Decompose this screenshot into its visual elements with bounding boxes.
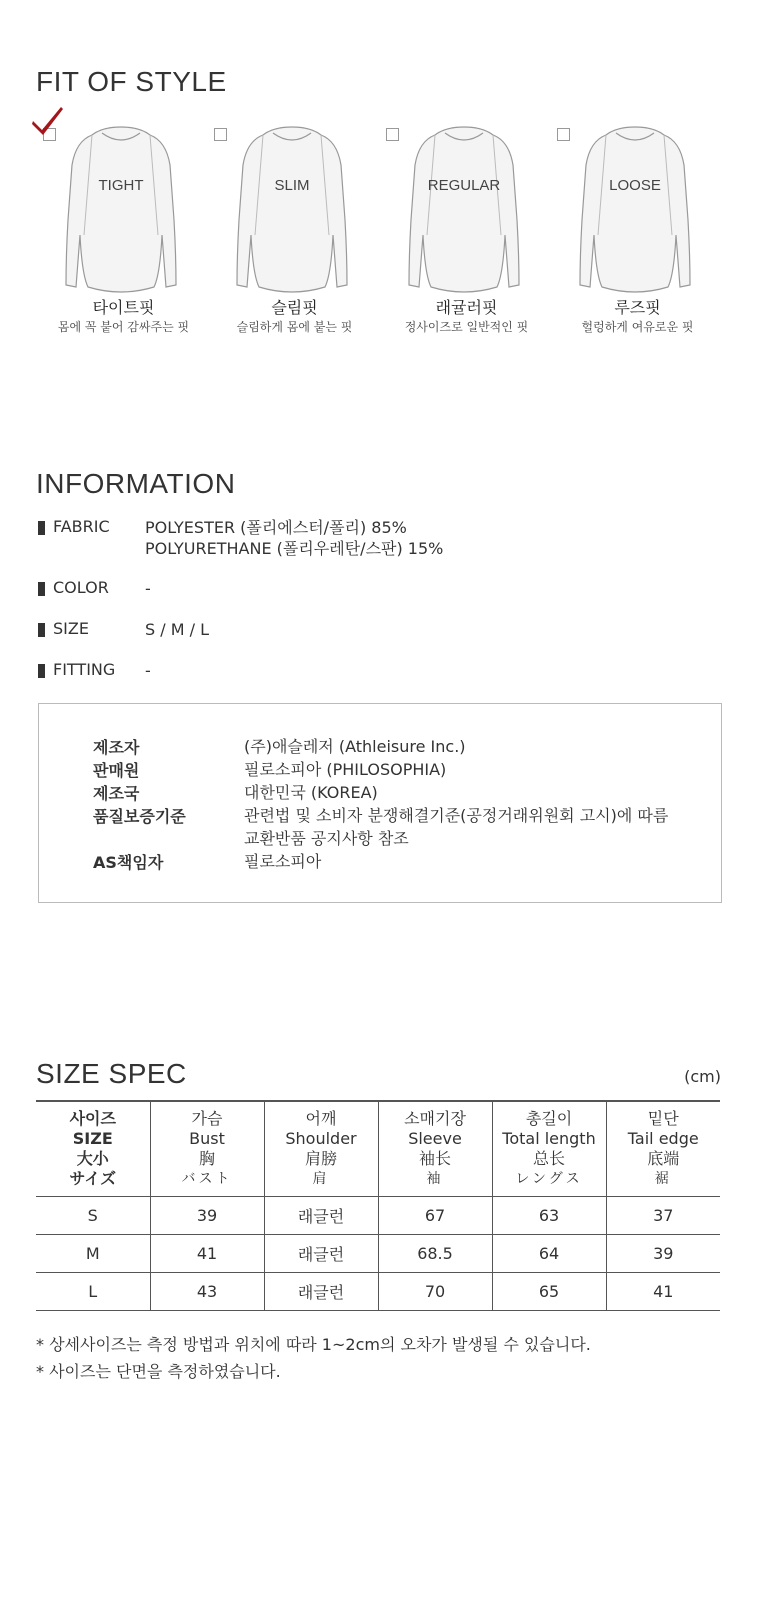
header-label: レングス <box>515 1171 583 1187</box>
maker-key: 제조자 <box>93 738 140 757</box>
table-cell: M <box>36 1235 150 1273</box>
table-cell: S <box>36 1197 150 1235</box>
table-cell: 41 <box>606 1273 720 1311</box>
table-header-cell <box>36 1101 150 1197</box>
header-label: 大小 <box>76 1149 109 1168</box>
table-cell: 43 <box>150 1273 264 1311</box>
header-label: 袖长 <box>418 1149 451 1168</box>
header-label: 사이즈 <box>69 1109 116 1128</box>
header-label: 底端 <box>647 1149 680 1168</box>
header-label: Bust <box>189 1129 225 1148</box>
fit-name: 타이트핏 <box>92 298 155 317</box>
maker-value: 대한민국 (KOREA) <box>244 783 378 802</box>
table-cell: 37 <box>606 1197 720 1235</box>
info-value: - <box>145 579 151 598</box>
size-note: * 사이즈는 단면을 측정하였습니다. <box>36 1362 281 1381</box>
table-cell: 65 <box>492 1273 606 1311</box>
table-row <box>36 1235 720 1273</box>
header-label: 肩膀 <box>304 1149 337 1168</box>
shirt-illustration-icon <box>62 125 180 300</box>
fit-name: 루즈핏 <box>614 298 661 317</box>
fit-tag: REGULAR <box>427 177 501 194</box>
header-label: SIZE <box>72 1129 113 1148</box>
bullet-marker <box>38 664 45 678</box>
info-label: COLOR <box>53 578 109 597</box>
fit-checkbox[interactable] <box>557 128 570 141</box>
info-value: - <box>145 661 151 680</box>
size-spec-table <box>36 1100 720 1311</box>
unit-label: (cm) <box>684 1067 721 1086</box>
table-cell: 래글런 <box>264 1197 378 1235</box>
bullet-marker <box>38 582 45 596</box>
table-cell: 래글런 <box>264 1235 378 1273</box>
header-label: Total length <box>502 1129 596 1148</box>
header-label: 밑단 <box>647 1109 679 1128</box>
shirt-illustration-icon <box>405 125 523 300</box>
header-label: サイズ <box>69 1169 117 1188</box>
header-label: 袖 <box>426 1171 444 1187</box>
fit-checkbox[interactable] <box>214 128 227 141</box>
table-cell: 41 <box>150 1235 264 1273</box>
header-label: 총길이 <box>525 1109 573 1128</box>
header-label: 肩 <box>312 1171 330 1187</box>
maker-key: 제조국 <box>93 784 140 803</box>
table-row <box>36 1273 720 1311</box>
fit-desc: 헐렁하게 여유로운 핏 <box>581 320 694 334</box>
info-label: SIZE <box>53 619 89 638</box>
table-row <box>36 1197 720 1235</box>
header-label: Tail edge <box>627 1129 699 1148</box>
maker-value: (주)애슬레저 (Athleisure Inc.) <box>244 737 466 756</box>
info-value <box>145 517 443 559</box>
table-header-cell <box>378 1101 492 1197</box>
table-cell: 67 <box>378 1197 492 1235</box>
shirt-illustration-icon <box>233 125 351 300</box>
header-label: 胸 <box>198 1149 215 1168</box>
info-label: FABRIC <box>53 517 110 536</box>
fit-tag: SLIM <box>274 177 310 194</box>
info-value: S / M / L <box>145 620 209 639</box>
table-cell: 63 <box>492 1197 606 1235</box>
checkmark-icon <box>30 104 64 138</box>
table-cell: 70 <box>378 1273 492 1311</box>
maker-value-line: 관련법 및 소비자 분쟁해결기준(공정거래위원회 고시)에 따름 <box>244 806 669 825</box>
fit-name: 슬림핏 <box>271 298 318 317</box>
shirt-illustration-icon <box>576 125 694 300</box>
table-header-cell <box>606 1101 720 1197</box>
table-header-row <box>36 1101 720 1197</box>
header-label: 裾 <box>654 1171 672 1187</box>
fit-desc: 몸에 꼭 붙어 감싸주는 핏 <box>57 320 190 334</box>
maker-key: AS책임자 <box>93 853 164 872</box>
fit-checkbox[interactable] <box>386 128 399 141</box>
table-header-cell <box>150 1101 264 1197</box>
size-section-title: SIZE SPEC <box>36 1058 187 1089</box>
header-label: Sleeve <box>408 1129 462 1148</box>
info-label: FITTING <box>53 660 116 679</box>
manufacturer-info-box <box>38 703 722 903</box>
fit-section-title: FIT OF STYLE <box>36 66 227 97</box>
maker-value <box>244 804 724 850</box>
table-cell: 39 <box>606 1235 720 1273</box>
maker-key: 품질보증기준 <box>93 807 186 826</box>
info-value-line: POLYURETHANE (폴리우레탄/스판) 15% <box>145 539 444 558</box>
fit-desc: 슬림하게 몸에 붙는 핏 <box>236 320 353 334</box>
maker-value: 필로소피아 (PHILOSOPHIA) <box>244 760 447 779</box>
fit-tag: TIGHT <box>98 177 144 194</box>
fit-name: 래귤러핏 <box>435 298 498 317</box>
table-cell: 래글런 <box>264 1273 378 1311</box>
size-note: * 상세사이즈는 측정 방법과 위치에 따라 1~2cm의 오차가 발생될 수 있습니다. <box>36 1335 591 1354</box>
maker-value: 필로소피아 <box>244 852 322 871</box>
maker-value-line: 교환반품 공지사항 참조 <box>244 829 409 848</box>
header-label: 소매기장 <box>404 1109 466 1128</box>
header-label: 가슴 <box>191 1109 223 1128</box>
info-value-line: POLYESTER (폴리에스터/폴리) 85% <box>145 518 407 537</box>
fit-desc: 정사이즈로 일반적인 핏 <box>404 320 529 334</box>
header-label: 总长 <box>532 1149 565 1168</box>
table-cell: L <box>36 1273 150 1311</box>
fit-tag: LOOSE <box>609 177 661 194</box>
maker-key: 판매원 <box>93 761 140 780</box>
table-header-cell <box>492 1101 606 1197</box>
header-label: Shoulder <box>285 1129 357 1148</box>
header-label: 어깨 <box>305 1109 337 1128</box>
table-header-cell <box>264 1101 378 1197</box>
bullet-marker <box>38 521 45 535</box>
table-cell: 39 <box>150 1197 264 1235</box>
table-cell: 68.5 <box>378 1235 492 1273</box>
table-cell: 64 <box>492 1235 606 1273</box>
info-section-title: INFORMATION <box>36 468 236 499</box>
header-label: バスト <box>181 1171 233 1187</box>
bullet-marker <box>38 623 45 637</box>
